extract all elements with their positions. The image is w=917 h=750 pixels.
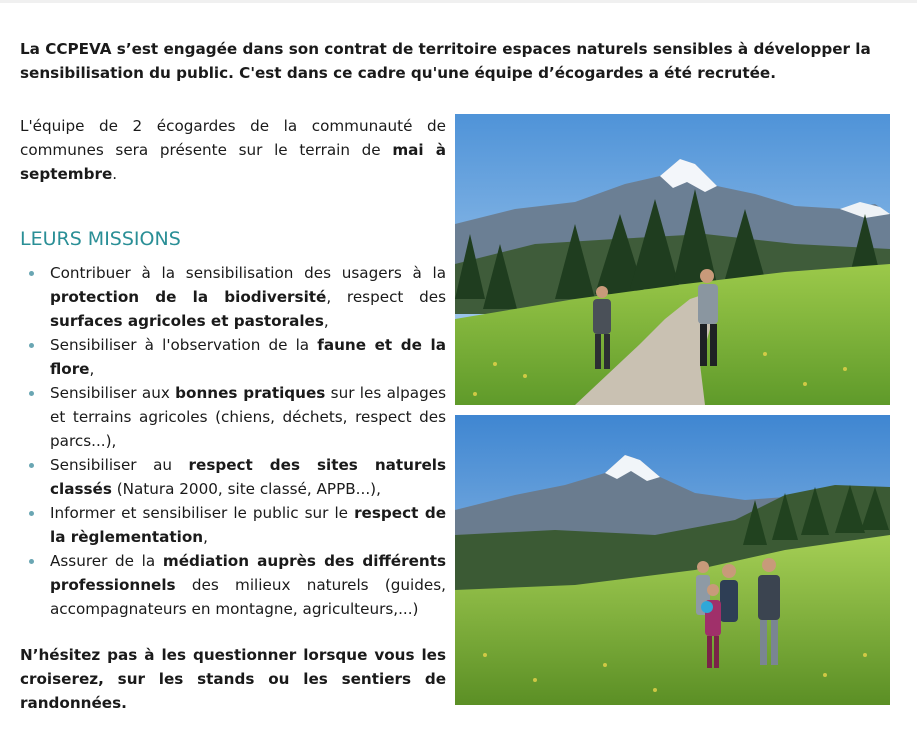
closing-paragraph: N’hésitez pas à les questionner lorsque vous les croiserez, sur les stands ou les sentiers de randonnées. (20, 646, 446, 712)
missions-heading: LEURS MISSIONS (20, 228, 181, 250)
left-column (20, 114, 446, 715)
mission-item-good-practices: Sensibiliser aux bonnes pratiques sur les alpages et terrains agricoles (chiens, déchets, respect des parcs...), (20, 381, 446, 453)
photo-two-ecogardes-walking-trail (455, 114, 890, 405)
mission-item-biodiversity: Contribuer à la sensibilisation des usagers à la protection de la biodiversité, respect des surfaces agricoles et pastorales, (20, 261, 446, 333)
mission-item-classified-sites: Sensibiliser au respect des sites naturels classés (Natura 2000, site classé, APPB...), (20, 453, 446, 501)
team-paragraph: L'équipe de 2 écogardes de la communauté de communes sera présente sur le terrain de mai à septembre. (20, 117, 446, 183)
mission-item-mediation: Assurer de la médiation auprès des différents professionnels des milieux naturels (guides, accompagnateurs en montagne, agriculteurs,...) (20, 549, 446, 621)
photo-ecogardes-talking-with-hikers (455, 415, 890, 705)
mission-item-fauna-flora: Sensibiliser à l'observation de la faune et de la flore, (20, 333, 446, 381)
intro-line-2: sensibilisation du public. C'est dans ce cadre qu'une équipe d’écogardes a été recrutée. (20, 64, 777, 82)
intro-line-1: La CCPEVA s’est engagée dans son contrat de territoire espaces naturels sensibles à développer la (20, 40, 871, 58)
season-highlight: mai à septembre (20, 141, 446, 183)
intro-paragraph (20, 37, 880, 85)
top-divider (0, 0, 917, 3)
missions-list (20, 261, 446, 621)
mission-item-regulation: Informer et sensibiliser le public sur le respect de la règlementation, (20, 501, 446, 549)
